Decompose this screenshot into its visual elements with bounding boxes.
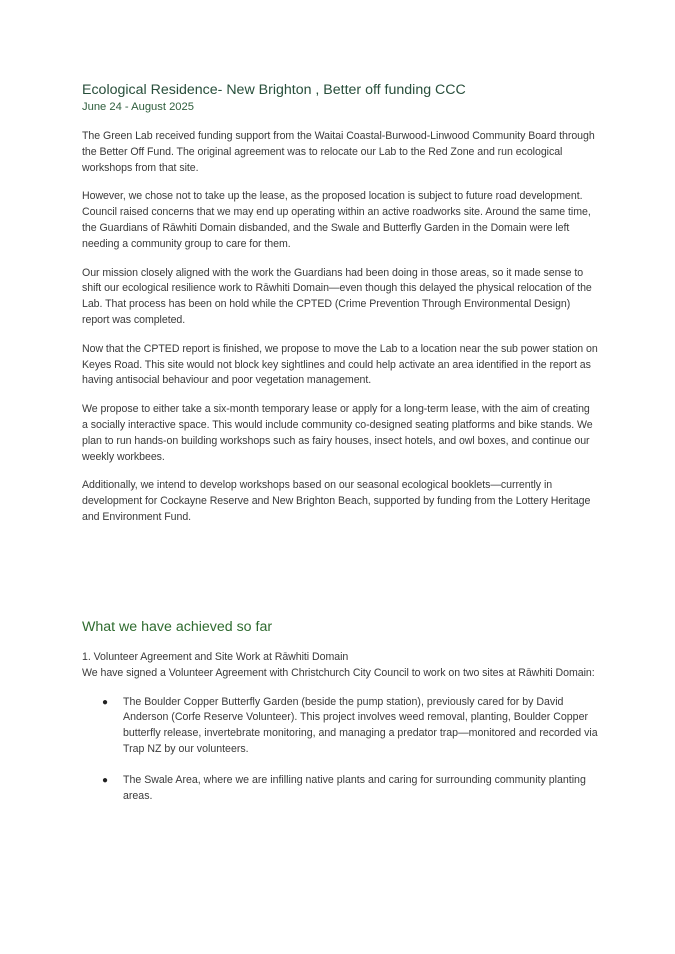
- intro-paragraph-lease: However, we chose not to take up the lease, as the proposed location is subject to future road development. Council raised concerns that we may end up operating within an active roadworks site. Around the same time, the Guardians of Rāwhiti Domain disbanded, and the Swale and Butterfly Garden in the Domain were left needing a community group to care for them.: [82, 190, 591, 250]
- intro-paragraph-proposal: We propose to either take a six-month temporary lease or apply for a long-term lease, with the aim of creating a socially interactive space. This would include community co-designed seating platforms and bike stands. We plan to run hands-on building workshops such as fairy houses, insect hotels, and owl boxes, and continue our weekly workbees.: [82, 403, 593, 463]
- bullet-icon: ●: [102, 696, 109, 708]
- section-heading-achieved: What we have achieved so far: [82, 619, 273, 635]
- achievement-item-title: 1. Volunteer Agreement and Site Work at Rāwhiti Domain: [82, 651, 349, 663]
- list-item: [82, 773, 599, 805]
- document-title: Ecological Residence- New Brighton , Better off funding CCC: [82, 82, 466, 98]
- list-item: [82, 695, 599, 758]
- bullet-icon: ●: [102, 774, 109, 786]
- achieved-section: [82, 650, 602, 804]
- intro-paragraph-mission: Our mission closely aligned with the work the Guardians had been doing in those areas, so it made sense to shift our ecological resilience work to Rāwhiti Domain—even though this delayed the physical relocation of the Lab. That process has been on hold while the CPTED (Crime Prevention Through Environmental Design) report was completed.: [82, 266, 592, 326]
- document-body: [82, 80, 598, 526]
- achievement-item-description: We have signed a Volunteer Agreement with Christchurch City Council to work on two sites at Rāwhiti Domain:: [82, 666, 595, 679]
- list-item-text: The Swale Area, where we are infilling native plants and caring for surrounding community planting areas.: [123, 773, 586, 802]
- intro-paragraph-funding: The Green Lab received funding support from the Waitai Coastal-Burwood-Linwood Community Board through the Better Off Fund. The original agreement was to relocate our Lab to the Red Zone and run ecological workshops from that site.: [82, 130, 595, 174]
- intro-paragraph-workshops: Additionally, we intend to develop workshops based on our seasonal ecological booklets—currently in development for Cockayne Reserve and New Brighton Beach, supported by funding from the Lottery Heritage and Environment Fund.: [82, 479, 591, 523]
- document-dates: June 24 - August 2025: [82, 101, 194, 113]
- achievement-bullet-list: [82, 695, 602, 805]
- intro-paragraph-cpted: Now that the CPTED report is finished, we propose to move the Lab to a location near the sub power station on Keyes Road. This site would not block key sightlines and could help activate an area identified in the report as having antisocial behaviour and poor vegetation management.: [82, 342, 598, 387]
- list-item-text: The Boulder Copper Butterfly Garden (beside the pump station), previously cared for by David Anderson (Corfe Reserve Volunteer). This project involves weed removal, planting, Boulder Copper butterfly release, invertebrate monitoring, and managing a predator trap—monitored and recorded via Trap NZ by our volunteers.: [123, 695, 598, 755]
